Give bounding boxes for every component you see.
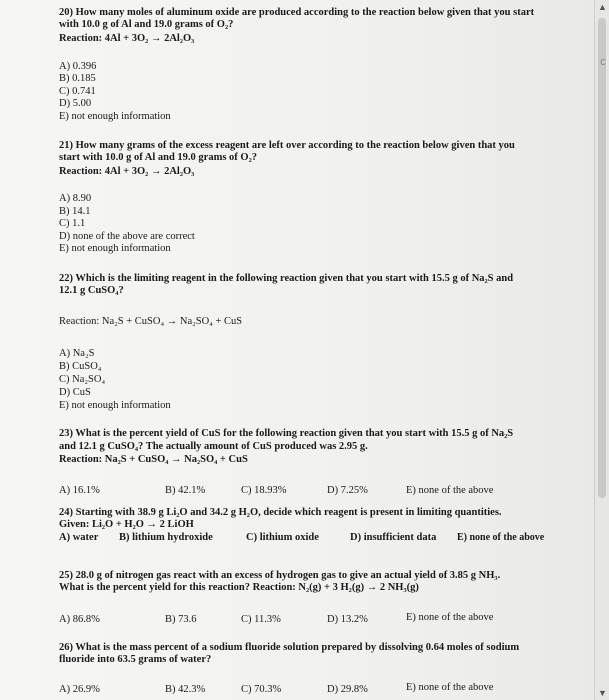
q23-option-a: A) 16.1%: [59, 485, 100, 496]
q26-stem-line1: 26) What is the mass percent of a sodium fluoride solution prepared by dissolving 0.64 moles of sodium: [59, 642, 520, 653]
q25-stem-line2: What is the percent yield for this reaction? Reaction: N₂(g) + 3 H₂(g) → 2 NH₃(g): [59, 582, 419, 593]
q21-stem-line1: 21) How many grams of the excess reagent are left over according to the reaction below given that you: [59, 140, 515, 151]
q20-option-a: A) 0.396: [59, 61, 97, 72]
q23-stem-line2: and 12.1 g CuSO₄? The actually amount of CuS produced was 2.95 g.: [59, 441, 368, 452]
q20-stem-line1: 20) How many moles of aluminum oxide are produced according to the reaction below given that you start: [59, 7, 535, 18]
q23-stem-line1: 23) What is the percent yield of CuS for the following reaction given that you start with 15.5 g of Na₂S: [59, 428, 514, 439]
q21-stem-line2: start with 10.0 g of Al and 19.0 grams of O₂?: [59, 152, 257, 163]
q26-stem-line2: fluoride into 63.5 grams of water?: [59, 654, 212, 665]
q21-option-a: A) 8.90: [59, 193, 92, 204]
q20-option-c: C) 0.741: [59, 86, 96, 97]
q26-option-a: A) 26.9%: [59, 684, 100, 695]
edge-letter: C: [600, 58, 606, 67]
q21-option-d: D) none of the above are correct: [59, 231, 195, 242]
q22-option-c: C) Na₂SO₄: [59, 374, 106, 385]
scroll-down-arrow-icon[interactable]: ▼: [598, 688, 607, 698]
q20-stem-line2: with 10.0 g of Al and 19.0 grams of O₂?: [59, 19, 234, 30]
q22-option-a: A) Na₂S: [59, 348, 95, 359]
q24-given: Given: Li₂O + H₂O → 2 LiOH: [59, 519, 194, 530]
q26-option-c: C) 70.3%: [241, 684, 282, 695]
q24-option-b: B) lithium hydroxide: [119, 532, 213, 543]
q24-option-d: D) insufficient data: [350, 532, 437, 543]
q25-option-b: B) 73.6: [165, 614, 197, 625]
q21-option-e: E) not enough information: [59, 243, 171, 254]
scroll-thumb[interactable]: [598, 18, 606, 498]
q20-reaction: Reaction: 4Al + 3O₂ → 2Al₂O₃: [59, 33, 195, 44]
q22-stem-line1: 22) Which is the limiting reagent in the following reaction given that you start with 15.5 g of Na₂S and: [59, 273, 514, 284]
q22-option-b: B) CuSO₄: [59, 361, 102, 372]
q25-option-d: D) 13.2%: [327, 614, 368, 625]
q22-reaction: Reaction: Na₂S + CuSO₄ → Na₂SO₄ + CuS: [59, 316, 243, 327]
q24-stem-line1: 24) Starting with 38.9 g Li₂O and 34.2 g H₂O, decide which reagent is present in limiting quantities.: [59, 507, 502, 518]
q25-stem-line1: 25) 28.0 g of nitrogen gas react with an excess of hydrogen gas to give an actual yield of 3.85 g NH₃.: [59, 570, 501, 581]
q23-option-d: D) 7.25%: [327, 485, 368, 496]
q22-option-e: E) not enough information: [59, 400, 171, 411]
q26-option-b: B) 42.3%: [165, 684, 206, 695]
q20-option-b: B) 0.185: [59, 73, 96, 84]
q20-option-d: D) 5.00: [59, 98, 92, 109]
scroll-up-arrow-icon[interactable]: ▲: [598, 2, 607, 12]
q22-option-d: D) CuS: [59, 387, 91, 398]
q23-option-b: B) 42.1%: [165, 485, 206, 496]
q21-option-b: B) 14.1: [59, 206, 91, 217]
q26-option-d: D) 29.8%: [327, 684, 368, 695]
q21-reaction: Reaction: 4Al + 3O₂ → 2Al₂O₃: [59, 166, 195, 177]
q24-option-a: A) water: [59, 532, 99, 543]
q25-option-e: E) none of the above: [406, 612, 494, 623]
q25-option-c: C) 11.3%: [241, 614, 281, 625]
q26-option-e: E) none of the above: [406, 682, 494, 693]
q24-option-c: C) lithium oxide: [246, 532, 319, 543]
q24-option-e: E) none of the above: [457, 532, 545, 543]
vertical-scrollbar[interactable]: [594, 0, 609, 700]
q22-stem-line2: 12.1 g CuSO₄?: [59, 285, 124, 296]
q23-reaction: Reaction: Na₂S + CuSO₄ → Na₂SO₄ + CuS: [59, 454, 248, 465]
q20-option-e: E) not enough information: [59, 111, 171, 122]
q23-option-e: E) none of the above: [406, 485, 494, 496]
q25-option-a: A) 86.8%: [59, 614, 100, 625]
q21-option-c: C) 1.1: [59, 218, 86, 229]
q23-option-c: C) 18.93%: [241, 485, 287, 496]
